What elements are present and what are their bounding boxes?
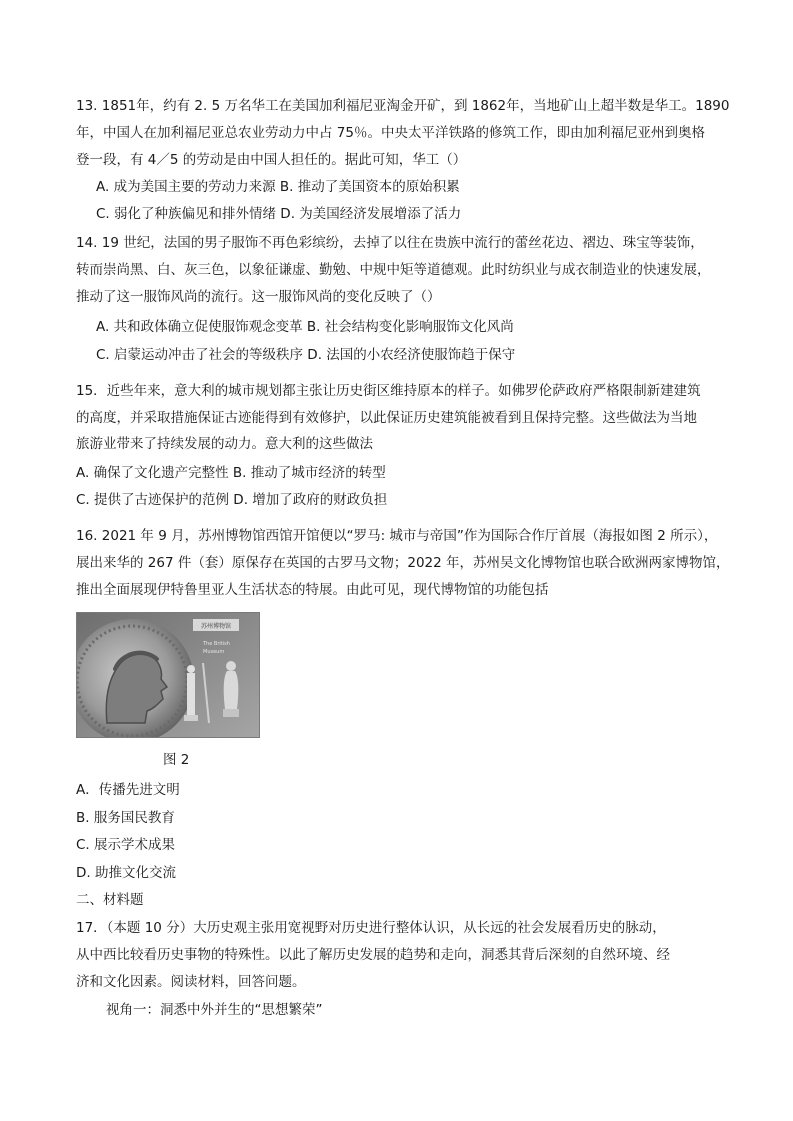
q14-line-1: 14. 19 世纪，法国的男子服饰不再色彩缤纷，去掉了以往在贵族中流行的蕾丝花边、褶边、珠宝等装饰， [76, 235, 704, 251]
q17-subheading: 视角一：洞悉中外并生的“思想繁荣” [106, 1002, 323, 1018]
q13-line-3: 登一段，有 4／5 的劳动是由中国人担任的。据此可知，华工（） [76, 152, 467, 168]
q15-line-1: 15．近些年来，意大利的城市规划都主张让历史街区维持原本的样子。如佛罗伦萨政府严格限制新建建筑 [76, 383, 701, 399]
q13-options-cd: C. 弱化了种族偏见和排外情绪 D. 为美国经济发展增添了活力 [96, 206, 462, 222]
q13-line-1: 13. 1851年，约有 2. 5 万名华工在美国加利福尼亚淘金开矿，到 1862年，当地矿山上超半数是华工。1890 [76, 98, 730, 114]
q15-line-2: 的高度，并采取措施保证古迹能得到有效修护，以此保证历史建筑能被看到且保持完整。这些做法为当地 [76, 410, 697, 426]
q17-line-1: 17．（本题 10 分）大历史观主张用宽视野对历史进行整体认识，从长远的社会发展看历史的脉动， [76, 920, 666, 936]
poster-title-text: 苏州博物馆 [200, 623, 232, 630]
poster-subtitle-2: Museum [203, 649, 225, 655]
q15-options-cd: C. 提供了古迹保护的范例 D. 增加了政府的财政负担 [76, 492, 388, 508]
exhibition-poster-image [76, 612, 260, 738]
q13-options-ab: A. 成为美国主要的劳动力来源 B. 推动了美国资本的原始积累 [96, 179, 460, 195]
statue-2 [224, 671, 239, 709]
q16-option-d: D. 助推文化交流 [76, 865, 176, 881]
q17-line-3: 济和文化因素。阅读材料，回答问题。 [76, 974, 306, 990]
q14-options-cd: C. 启蒙运动冲击了社会的等级秩序 D. 法国的小农经济使服饰趋于保守 [96, 347, 516, 363]
q15-line-3: 旅游业带来了持续发展的动力。意大利的这些做法 [76, 436, 373, 452]
q16-option-a: A．传播先进文明 [76, 782, 180, 798]
q14-options-ab: A. 共和政体确立促使服饰观念变革 B. 社会结构变化影响服饰文化风尚 [96, 319, 514, 335]
q16-option-c: C. 展示学术成果 [76, 837, 176, 853]
section-heading: 二、材料题 [76, 892, 144, 908]
poster-illustration [77, 613, 259, 737]
q16-line-2: 展出来华的 267 件（套）原保存在英国的古罗马文物；2022 年，苏州吴文化博物馆也联合欧洲两家博物馆， [76, 555, 730, 571]
q14-line-2: 转而崇尚黑、白、灰三色，以象征谦虚、勤勉、中规中矩等道德观。此时纺织业与成衣制造业的快速发展， [76, 262, 711, 278]
poster-subtitle-1: The British [203, 641, 230, 647]
q13-line-2: 年，中国人在加利福尼亚总农业劳动力中占 75％。中央太平洋铁路的修筑工作，即由加利福尼亚州到奥格 [76, 125, 705, 141]
q17-line-2: 从中西比较看历史事物的特殊性。以此了解历史发展的趋势和走向，洞悉其背后深刻的自然环境、经 [76, 947, 670, 963]
q16-line-3: 推出全面展现伊特鲁里亚人生活状态的特展。由此可见，现代博物馆的功能包括 [76, 582, 549, 598]
q14-line-3: 推动了这一服饰风尚的流行。这一服饰风尚的变化反映了（） [76, 289, 441, 305]
q15-options-ab: A. 确保了文化遗产完整性 B. 推动了城市经济的转型 [76, 465, 386, 481]
q16-line-1: 16. 2021 年 9 月，苏州博物馆西馆开馆便以“罗马: 城市与帝国”作为国际合作厅首展（海报如图 2 所示）， [76, 528, 718, 544]
statue-1 [187, 673, 195, 715]
figure-caption: 图 2 [163, 752, 190, 768]
q16-option-b: B. 服务国民教育 [76, 810, 175, 826]
